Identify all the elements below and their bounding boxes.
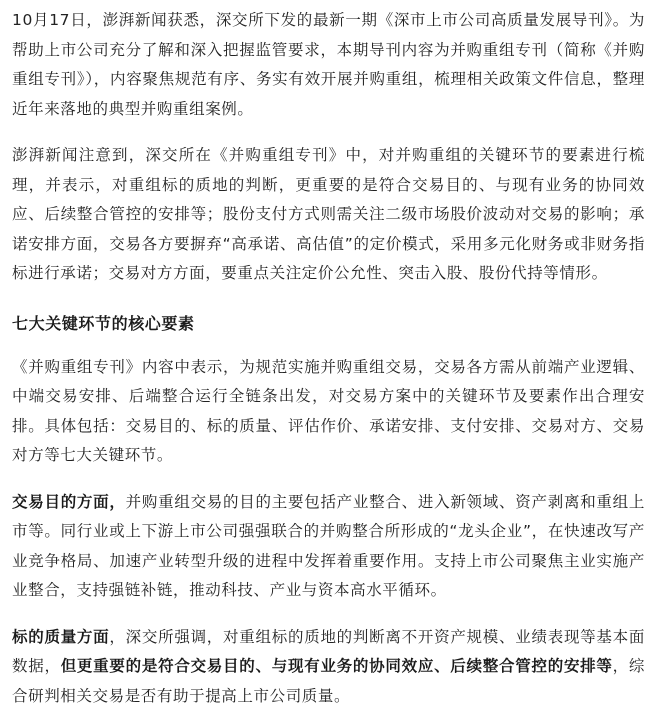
paragraph-transaction-purpose: [12, 488, 645, 606]
transaction-purpose-label: 交易目的方面，: [12, 493, 126, 511]
target-quality-text-2: ，综合研判相关交易是否有助于提高上市公司质量。: [12, 657, 645, 705]
transaction-purpose-text: 并购重组交易的目的主要包括产业整合、进入新领域、资产剥离和重组上市等。同行业或上下游上市公司强强联合的并购整合所形成的“龙头企业”，在快速改写产业竞争格局、加速产业转型升级的进程中发挥着重要作用。支持上市公司聚焦主业实施产业整合，支持强链补链，推动科技、产业与资本高水平循环。: [12, 493, 645, 600]
target-quality-text-1: ，深交所强调，对重组标的质地的判断离不开资产规模、业绩表现等基本面数据，: [12, 628, 645, 676]
section-heading: 七大关键环节的核心要素: [12, 309, 645, 339]
paragraph-target-quality: [12, 623, 645, 711]
target-quality-emphasis: 但更重要的是符合交易目的、与现有业务的协同效应、后续整合管控的安排等: [61, 657, 613, 675]
paragraph-key-elements: 澎湃新闻注意到，深交所在《并购重组专刊》中，对并购重组的关键环节的要素进行梳理，并表示，对重组标的质地的判断，更重要的是符合交易目的、与现有业务的协同效应、后续整合管控的安排等；股份支付方式则需关注二级市场股价波动对交易的影响；承诺安排方面，交易各方要摒弃“高承诺、高估值”的定价模式，采用多元化财务或非财务指标进行承诺；交易对方方面，要重点关注定价公允性、突击入股、股份代持等情形。: [12, 141, 645, 289]
paragraph-seven-links: 《并购重组专刊》内容中表示，为规范实施并购重组交易，交易各方需从前端产业逻辑、中端交易安排、后端整合运行全链条出发，对交易方案中的关键环节及要素作出合理安排。具体包括：交易目的、标的质量、评估作价、承诺安排、支付安排、交易对方、交易对方等七大关键环节。: [12, 353, 645, 471]
target-quality-label: 标的质量方面: [12, 628, 109, 646]
paragraph-intro: 10月17日，澎湃新闻获悉，深交所下发的最新一期《深市上市公司高质量发展导刊》。为帮助上市公司充分了解和深入把握监管要求，本期导刊内容为并购重组专刊（简称《并购重组专刊》），内容聚焦规范有序、务实有效开展并购重组，梳理相关政策文件信息，整理近年来落地的典型并购重组案例。: [12, 6, 645, 124]
